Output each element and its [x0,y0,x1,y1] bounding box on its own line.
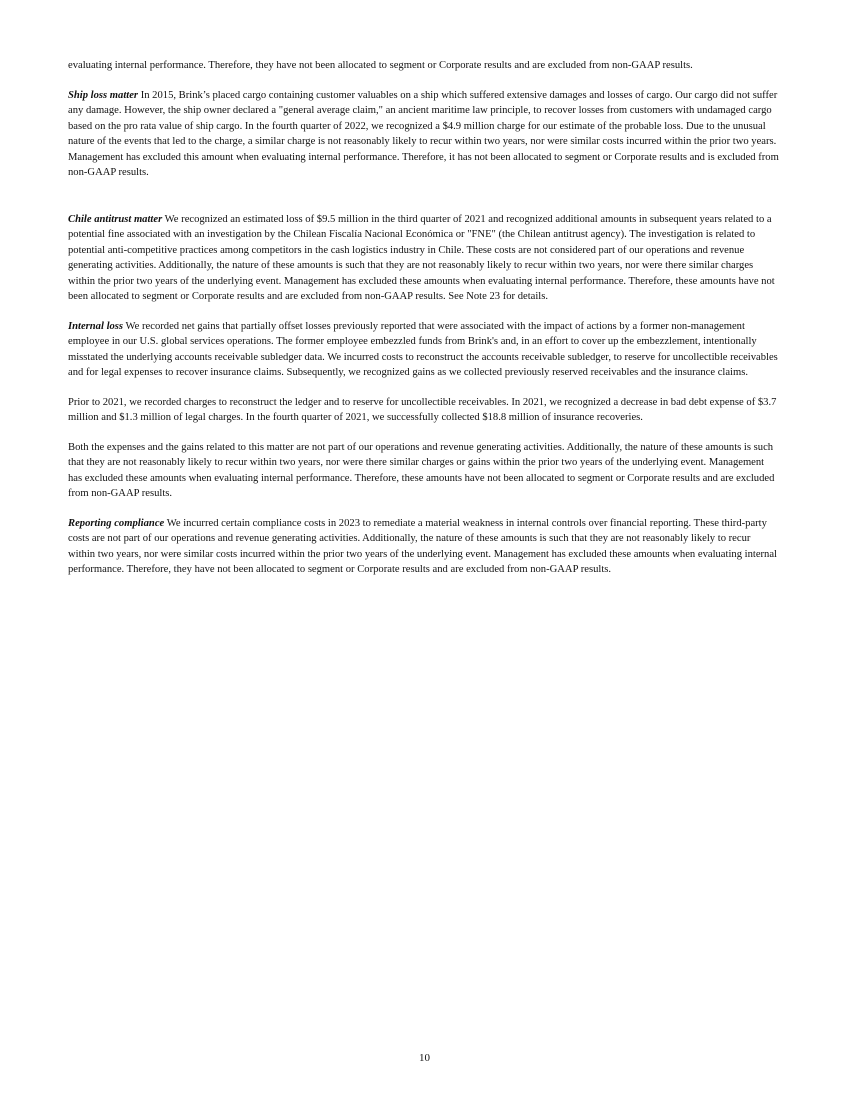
chile-antitrust-text: We recognized an estimated loss of $9.5 million in the third quarter of 2021 and recognized additional amounts in subsequent years related to a potential fine associated with an investigation by the Chilean Fiscalía Nacional Económica or "FNE" (the Chilean antitrust agency). The investigation is related to potential anti-competitive practices among competitors in the cash logistics industry in Chile. These costs are not considered part of our operations and revenue generating activities. Additionally, the nature of these amounts is such that they are not reasonably likely to recur within two years, nor were there similar charges within the prior two years of the underlying event. Management has excluded these amounts when evaluating internal performance. Therefore, these amounts have not been allocated to segment or Corporate results and are excluded from non-GAAP results. See Note 23 for details. [68,213,775,302]
page-number: 10 [419,1052,430,1064]
ship-loss-paragraph [68,88,780,181]
intro-continuation-paragraph: evaluating internal performance. Therefore, they have not been allocated to segment or Corporate results and are excluded from non-GAAP results. [68,60,693,71]
internal-loss-heading: Internal loss [68,320,124,332]
internal-loss-paragraph [68,319,780,381]
ship-loss-heading: Ship loss matter [68,89,139,101]
internal-loss-paragraph-2: Prior to 2021, we recorded charges to reconstruct the ledger and to reserve for uncollectible receivables. In 2021, we recognized a decrease in bad debt expense of $3.7 million and $1.3 million of legal charges. In the fourth quarter of 2021, we successfully collected $18.8 million of insurance recoveries. [68,396,777,423]
document-body [68,58,780,578]
reporting-compliance-paragraph [68,516,780,578]
ship-loss-text: In 2015, Brink’s placed cargo containing customer valuables on a ship which suffered extensive damages and losses of cargo. Our cargo did not suffer any damage. However, the ship owner declared a "general average claim," an ancient maritime law principle, to recover losses from customers with undamaged cargo based on the pro rata value of ship cargo. In the fourth quarter of 2022, we recognized a $4.9 million charge for our estimate of the probable loss. Due to the unusual nature of the events that led to the charge, a similar charge is not reasonably likely to recur within two years, nor were similar costs incurred within the prior two years. Management has excluded this amount when evaluating internal performance. Therefore, it has not been allocated to segment or Corporate results and is excluded from non-GAAP results. [68,89,779,178]
chile-antitrust-paragraph [68,212,780,305]
internal-loss-paragraph-3: Both the expenses and the gains related to this matter are not part of our operations and revenue generating activities. Additionally, the nature of these amounts is such that they are not reasonably likely to recur within two years, nor were there similar charges or gains within the prior two years of the underlying event. Management has excluded these amounts when evaluating internal performance. Therefore, these amounts have not been allocated to segment or Corporate results and are excluded from non-GAAP results. [68,441,775,499]
chile-antitrust-heading: Chile antitrust matter [68,213,163,225]
internal-loss-text: We recorded net gains that partially offset losses previously reported that were associated with the impact of actions by a former non-management employee in our U.S. global services operations. The former employee embezzled funds from Brink's and, in an effort to cover up the embezzlement, intentionally misstated the underlying accounts receivable subledger data. We incurred costs to reconstruct the accounts receivable subledger, to reserve for uncollectible receivables and for legal expenses to recover insurance claims. Subsequently, we recognized gains as we collected previously reserved receivables and the insurance claims. [68,320,778,378]
reporting-compliance-heading: Reporting compliance [68,517,165,529]
reporting-compliance-text: We incurred certain compliance costs in 2023 to remediate a material weakness in internal controls over financial reporting. These third-party costs are not part of our operations and revenue generating activities. Additionally, the nature of these amounts is such that they are not reasonably likely to recur within two years, nor were similar costs incurred within the prior two years of the underlying event. Management has excluded these amounts when evaluating internal performance. Therefore, they have not been allocated to segment or Corporate results and are excluded from non-GAAP results. [68,517,777,575]
